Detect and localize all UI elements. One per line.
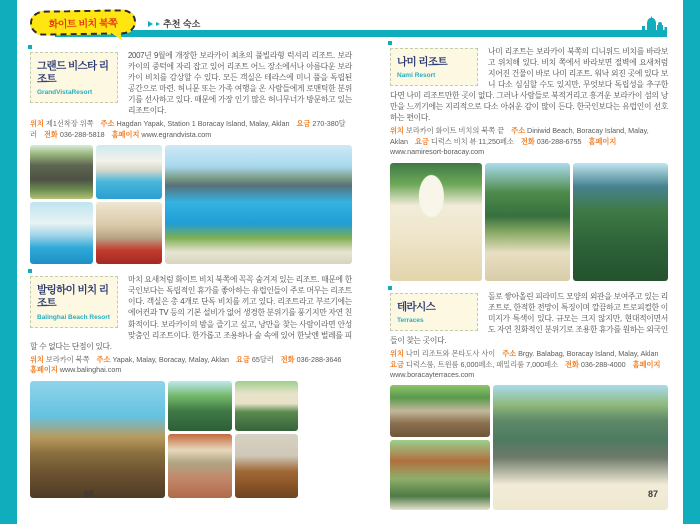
resort-name-box xyxy=(30,52,118,103)
page-title: 화이트 비치 북쪽 xyxy=(48,18,118,31)
building-silhouette-icon xyxy=(641,16,668,36)
resort-name-box xyxy=(390,48,478,86)
header-subtitle-label: 추천 숙소 xyxy=(163,19,201,29)
resort-description: 나미 리조트는 보라카이 북쪽의 디니위드 비치를 바라보고 위치해 있다. 비치 쪽에서 바라보면 절벽에 요새처럼 지어진 건물이 바로 나미 리조트. 워낙 외진 곳에 있다 보니 다소 심심할 수도 있지만, 무엇보다 독립성을 추구한다면 나미 리조트만한 곳이 없다. 그러나 사람들로 북적거리고 흥겨운 보라카이 섬의 낭만을 느끼기에는 지리적으로 다소 아쉬운 감이 많이 든다. 한국인보다는 유럽인이 선호하는 편이다. xyxy=(390,47,668,123)
resort-section-grand-vista xyxy=(30,50,352,264)
info-value: 보라카이 북쪽 xyxy=(45,354,90,364)
right-edge-band xyxy=(683,0,700,524)
info-value: 제1선착장 위쪽 xyxy=(45,119,94,129)
info-value: 보라카이 화이트 비치의 북쪽 끝 xyxy=(405,126,505,136)
info-value: www.balinghai.com xyxy=(59,365,122,375)
photo-grid xyxy=(390,163,668,281)
resort-name-box xyxy=(30,276,118,327)
info-value: www.egrandvista.com xyxy=(141,129,212,139)
info-label: 위치 xyxy=(390,126,404,136)
info-value: 나미 리조트와 몬타도사 사이 xyxy=(405,349,496,359)
info-label: 전화 xyxy=(565,359,579,369)
photo-beach-hillside-resort xyxy=(485,163,570,281)
photo-resort-wooden-sign xyxy=(235,381,298,431)
resort-title: 나미 리조트 xyxy=(397,56,448,68)
info-label: 요금 xyxy=(390,359,404,369)
photo-pyramid-stone-building xyxy=(493,385,668,510)
photo-cliffside-villas xyxy=(573,163,668,281)
info-label: 위치 xyxy=(30,354,44,364)
info-value: 036-288-4000 xyxy=(580,359,626,369)
info-value: 036-288-6755 xyxy=(536,136,582,146)
info-label: 홈페이지 xyxy=(30,365,58,375)
resort-title: 테라시스 xyxy=(397,300,436,313)
section-title-bubble xyxy=(30,9,136,36)
photo-thatched-shop-front xyxy=(30,381,165,498)
info-label: 요금 xyxy=(296,119,311,129)
teal-square-bullet xyxy=(388,286,392,290)
info-value: 65달러 xyxy=(251,354,274,364)
info-value: 디럭스 비치 뷰 11,250페소 xyxy=(430,136,514,146)
photo-grid xyxy=(30,381,298,498)
right-arrow-icon xyxy=(148,21,153,27)
resort-description: 마치 요새처럼 화이트 비치 북쪽에 꼭꼭 숨겨져 있는 리조트. 때문에 한국인보다는 독립적인 휴가를 좋아하는 유럽인들이 주로 머무는 리조트이다. 객실은 총 4개로 단독 비치를 끼고 있다. 리조트라고 부르기에는 에어컨과 TV 등의 기본 설비가 없어 생경한 분위기를 풍기지만 자연 친화적이다. 보라카이의 밤을 즐기고 싶고, 낭만을 찾는 사람이라면 안성맞춤인 리조트이다. 한가롭고 조용하나 숲 속에 있어 한낮엔 벌레를 피할 수 없다는 단점이 있다. xyxy=(30,275,352,351)
resort-title-english: Nami Resort xyxy=(397,72,436,80)
photo-stone-entrance-sign xyxy=(30,145,93,199)
resort-title: 그랜드 비스타 리조트 xyxy=(37,60,109,86)
resort-title-english: Balinghai Beach Resort xyxy=(37,313,110,321)
photo-pool-pergola-ocean-view xyxy=(30,202,93,264)
photo-infinity-pool-panorama xyxy=(165,145,352,264)
resort-info-line xyxy=(30,355,352,376)
resort-title-english: Terraces xyxy=(397,316,424,324)
teal-square-bullet xyxy=(388,41,392,45)
info-value: 270-380달러 xyxy=(30,119,346,139)
resort-name-box xyxy=(390,293,478,331)
right-page xyxy=(390,46,668,510)
info-value: Diniwid Beach, Boracay Island, Malay, Aklan xyxy=(390,126,649,146)
info-value: www.namiresort-boracay.com xyxy=(390,147,485,157)
info-label: 전화 xyxy=(280,354,295,364)
resort-info-line xyxy=(390,349,668,380)
photo-entrance-pergola xyxy=(390,440,490,510)
left-page xyxy=(30,50,352,498)
resort-section-balinghai xyxy=(30,274,352,497)
info-label: 홈페이지 xyxy=(111,129,140,139)
resort-section-terraces xyxy=(390,291,668,511)
photo-open-air-lounge-interior xyxy=(390,385,490,437)
info-value: www.boracayterraces.com xyxy=(390,369,475,379)
info-label: 전화 xyxy=(43,129,58,139)
header-subtitle xyxy=(148,17,200,30)
info-label: 주소 xyxy=(100,119,115,129)
info-value: Yapak, Malay, Boracay, Malay, Aklan xyxy=(112,354,229,364)
photo-wooden-dining-table xyxy=(235,434,298,498)
page-number-right: 87 xyxy=(648,489,659,499)
photo-garden-patio xyxy=(168,434,232,498)
resort-description: 돌로 쌓아올린 피라미드 모양의 외관을 보여주고 있는 리조트로, 한적한 전망이 특징이며 깔끔하고 트로피컬한 이미지가 특색이 있다. 규모는 크지 않지만, 현대적이면서도 자연 친화적인 분위기로 조용한 휴가를 원하는 외국인들이 찾는 곳이다. xyxy=(390,291,668,345)
teal-square-bullet xyxy=(28,45,32,49)
teal-square-bullet xyxy=(28,269,32,273)
resort-section-nami xyxy=(390,46,668,281)
right-arrow-icon xyxy=(156,22,160,26)
photo-beach-umbrellas-loungers xyxy=(390,163,482,281)
photo-white-villa-building-pool xyxy=(96,145,162,199)
info-value: 036-288-5818 xyxy=(59,129,105,139)
page-number-left: 86 xyxy=(84,489,95,499)
info-label: 홈페이지 xyxy=(588,136,617,146)
info-value: Hagdan Yapak, Station 1 Boracay Island, Malay, Aklan xyxy=(116,119,290,129)
info-label: 요금 xyxy=(235,354,250,364)
photo-jungle-trees xyxy=(168,381,232,431)
info-value: 036-288-3646 xyxy=(296,354,342,364)
info-label: 위치 xyxy=(30,119,44,129)
resort-info-line xyxy=(30,119,352,140)
left-edge-band xyxy=(0,0,17,524)
header-rule-band xyxy=(55,30,667,37)
info-value: Brgy. Balabag, Boracay Island, Malay, Aklan xyxy=(518,349,659,359)
photo-lobby-red-carpet xyxy=(96,202,162,264)
resort-info-line xyxy=(390,126,668,157)
resort-title: 발링하이 비치 리조트 xyxy=(37,284,109,310)
info-label: 요금 xyxy=(414,136,429,146)
info-label: 주소 xyxy=(511,126,526,136)
info-label: 주소 xyxy=(502,349,517,359)
info-label: 홈페이지 xyxy=(632,359,661,369)
resort-description: 2007년 9월에 개장한 보라카이 최초의 풀빌라형 럭셔리 리조트. 보라카이의 중턱에 자리 잡고 있어 리조트 어느 장소에서나 아름다운 보라카이 비치를 감상할 수 있다. 모든 객실은 테라스에 미니 풀을 독립된 공간으로 마련. 허니문 또는 가족 여행을 온 사람들에게 로맨틱한 분위기를 선사하고 있다. 때문에 가장 인기 많은 허니무너가 방문하고 있는 리조트이다. xyxy=(128,51,352,116)
info-label: 위치 xyxy=(390,349,404,359)
resort-title-english: GrandVistaResort xyxy=(37,89,93,97)
info-label: 전화 xyxy=(520,136,535,146)
info-value: 디럭스룸, 트윈룸 6,000페소, 패밀리룸 7,000페소 xyxy=(405,359,558,369)
photo-grid xyxy=(30,145,352,264)
info-label: 주소 xyxy=(96,354,111,364)
photo-grid xyxy=(390,385,668,510)
